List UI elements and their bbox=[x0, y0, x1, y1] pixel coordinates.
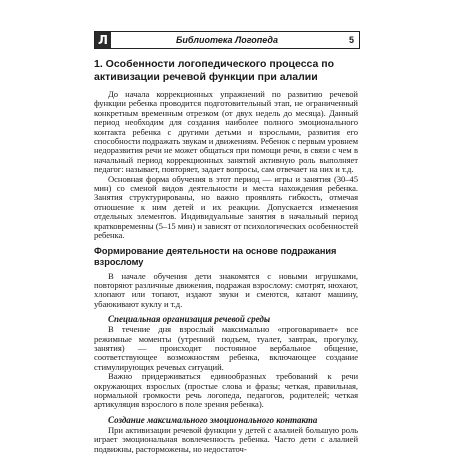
paragraph: Основная форма обучения в этот период — игры и занятия (30–45 мин) со сменой видов деятельности и места нахождения ребенка. Занятия структурированы, но важно проявлять гибкость, отмечая отношение к ним детей и их реакции. Допускается изменения отдельных элементов. Индивидуальные занятия в начальный период кратковременны (5–15 мин) и зависят от психологических особенностей ребенка. bbox=[94, 173, 358, 241]
subsubsection-heading: Специальная организация речевой среды bbox=[108, 314, 271, 325]
paragraph: В начале обучения дети знакомятся с новыми игрушками, повторяют различные движения, подражая взрослому: смотрят, нюхают, хлопают или топают, издают звуки и смеются, катают машину, убаюкивают куклу и т.д. bbox=[94, 270, 358, 309]
paragraph: В течение дня взрослый максимально «проговаривает» все режимные моменты (утренний подъем, туалет, завтрак, прогулку, занятия) — происходит постоянное вербальное общение, соответствующее возможностям ребенка, включающее создание стимулирующих речевых ситуаций. bbox=[94, 324, 358, 372]
series-logo-icon: Л bbox=[95, 32, 111, 48]
page-number: 5 bbox=[348, 35, 354, 45]
paragraph: До начала коррекционных упражнений по развитию речевой функции ребенка проводится подготовительный этап, не ограниченный конкретным временным отрезком (от двух недель до месяца). Данный период необходим для создания наиболее полного эмоционального контакта ребенка с другими детьми и взрослыми, развития его способности подражать звукам и движениям. Ребенок с первым уровнем недоразвития речи не может общаться при помощи речи, в связи с чем в начальный период коррекционных занятий активную роль выполняет педагог: называет, повторяет, задает вопросы, сам отвечает на них и т.д. bbox=[94, 89, 358, 175]
running-header bbox=[94, 31, 360, 49]
header-title: Библиотека Логопеда bbox=[176, 35, 278, 45]
subsection-heading: Формирование деятельности на основе подражания взрослому bbox=[94, 245, 337, 267]
page-content bbox=[94, 58, 358, 454]
paragraph: При активизации речевой функции у детей с алалией большую роль играет эмоциональная вовлеченность ребенка. Часто дети с алалией подвижны, расторможены, но недостаточ- bbox=[94, 424, 358, 454]
subsubsection-heading: Создание максимального эмоционального контакта bbox=[108, 414, 318, 425]
section-heading: 1. Особенности логопедического процесса по активизации речевой функции при алалии bbox=[94, 58, 335, 83]
paragraph: Важно придерживаться единообразных требований к речи окружающих взрослых (простые слова и фразы; четкая, правильная, нормальной громкости речь логопеда, педагогов, родителей; четкая артикуляция взрослого в поле зрения ребенка). bbox=[94, 371, 358, 410]
